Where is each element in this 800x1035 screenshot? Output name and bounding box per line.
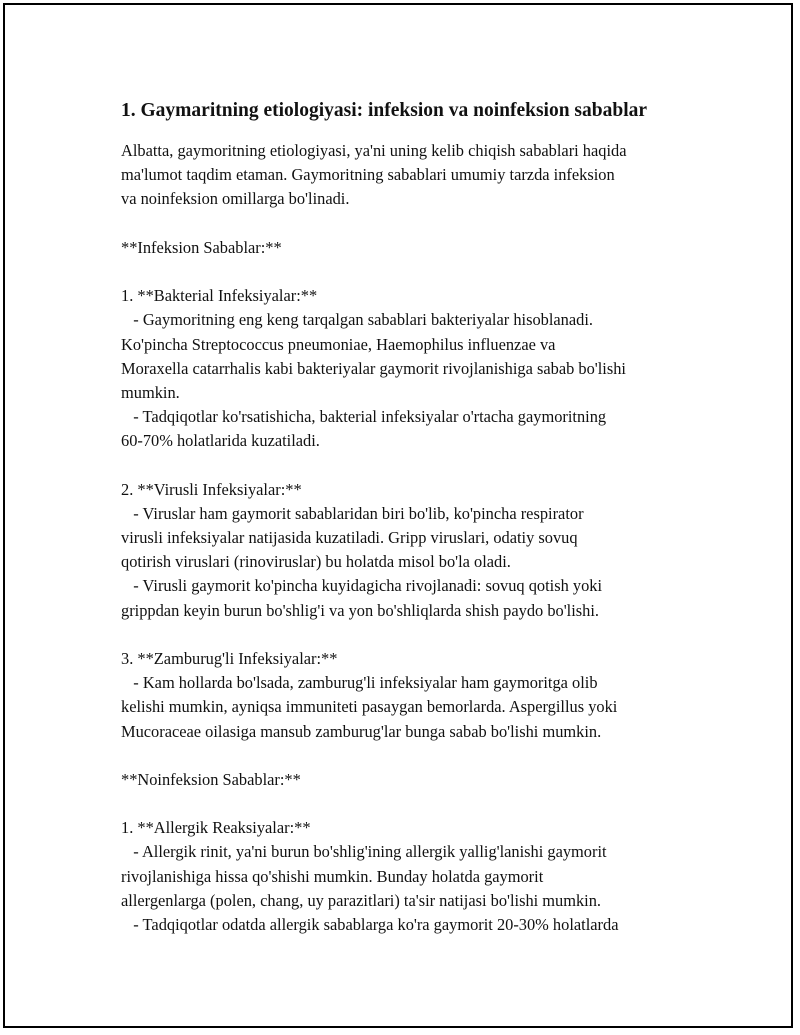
blank-line xyxy=(121,453,701,477)
blank-line xyxy=(121,212,701,236)
text-line: ma'lumot taqdim etaman. Gaymoritning sabablari umumiy tarzda infeksion xyxy=(121,165,615,185)
text-line: Mucoraceae oilasiga mansub zamburug'lar bunga sabab bo'lishi mumkin. xyxy=(121,721,602,741)
document-body xyxy=(121,97,701,937)
text-line: - Tadqiqotlar ko'rsatishicha, bakterial infeksiyalar o'rtacha gaymoritning xyxy=(121,407,607,427)
text-line: - Viruslar ham gaymorit sabablaridan biri bo'lib, ko'pincha respirator xyxy=(121,503,584,523)
text-line: qotirish viruslari (rinoviruslar) bu holatda misol bo'la oladi. xyxy=(121,552,511,572)
blank-line xyxy=(121,792,701,816)
text-line: Moraxella catarrhalis kabi bakteriyalar gaymorit rivojlanishiga sabab bo'lishi xyxy=(121,358,626,378)
document-text xyxy=(121,139,701,937)
text-line: 60-70% holatlarida kuzatiladi. xyxy=(121,431,320,451)
text-line: - Virusli gaymorit ko'pincha kuyidagicha rivojlanadi: sovuq qotish yoki xyxy=(121,576,603,596)
blank-line xyxy=(121,744,701,768)
subheading-bacterial: 1. **Bakterial Infeksiyalar:** xyxy=(121,286,318,306)
text-line: grippdan keyin burun bo'shlig'i va yon bo'shliqlarda shish paydo bo'lishi. xyxy=(121,600,599,620)
text-line: Ko'pincha Streptococcus pneumoniae, Haemophilus influenzae va xyxy=(121,334,556,354)
blank-line xyxy=(121,260,701,284)
page-frame xyxy=(3,3,793,1028)
subheading-fungal: 3. **Zamburug'li Infeksiyalar:** xyxy=(121,648,338,668)
text-line: - Gaymoritning eng keng tarqalgan sabablari bakteriyalar hisoblanadi. xyxy=(121,310,593,330)
text-line: kelishi mumkin, ayniqsa immuniteti pasaygan bemorlarda. Aspergillus yoki xyxy=(121,697,618,717)
section-heading-noninfection: **Noinfeksion Sabablar:** xyxy=(121,769,301,789)
text-line: mumkin. xyxy=(121,382,180,402)
section-heading-infection: **Infeksion Sabablar:** xyxy=(121,237,282,257)
subheading-allergic: 1. **Allergik Reaksiyalar:** xyxy=(121,818,311,838)
text-line: rivojlanishiga hissa qo'shishi mumkin. Bunday holatda gaymorit xyxy=(121,866,544,886)
text-line: - Tadqiqotlar odatda allergik sabablarga ko'ra gaymorit 20-30% holatlarda xyxy=(121,915,619,934)
text-line: - Kam hollarda bo'lsada, zamburug'li infeksiyalar ham gaymoritga olib xyxy=(121,673,598,693)
blank-line xyxy=(121,623,701,647)
subheading-viral: 2. **Virusli Infeksiyalar:** xyxy=(121,479,302,499)
text-line: Albatta, gaymoritning etiologiyasi, ya'ni uning kelib chiqish sabablari haqida xyxy=(121,141,627,160)
text-line: va noinfeksion omillarga bo'linadi. xyxy=(121,189,350,209)
text-line: allergenlarga (polen, chang, uy parazitlari) ta'sir natijasi bo'lishi mumkin. xyxy=(121,890,602,910)
text-line: virusli infeksiyalar natijasida kuzatiladi. Gripp viruslari, odatiy sovuq xyxy=(121,528,578,547)
document-title: 1. Gaymaritning etiologiyasi: infeksion va noinfeksion sabablar xyxy=(121,100,648,121)
text-line: - Allergik rinit, ya'ni burun bo'shlig'ining allergik yallig'lanishi gaymorit xyxy=(121,842,607,862)
